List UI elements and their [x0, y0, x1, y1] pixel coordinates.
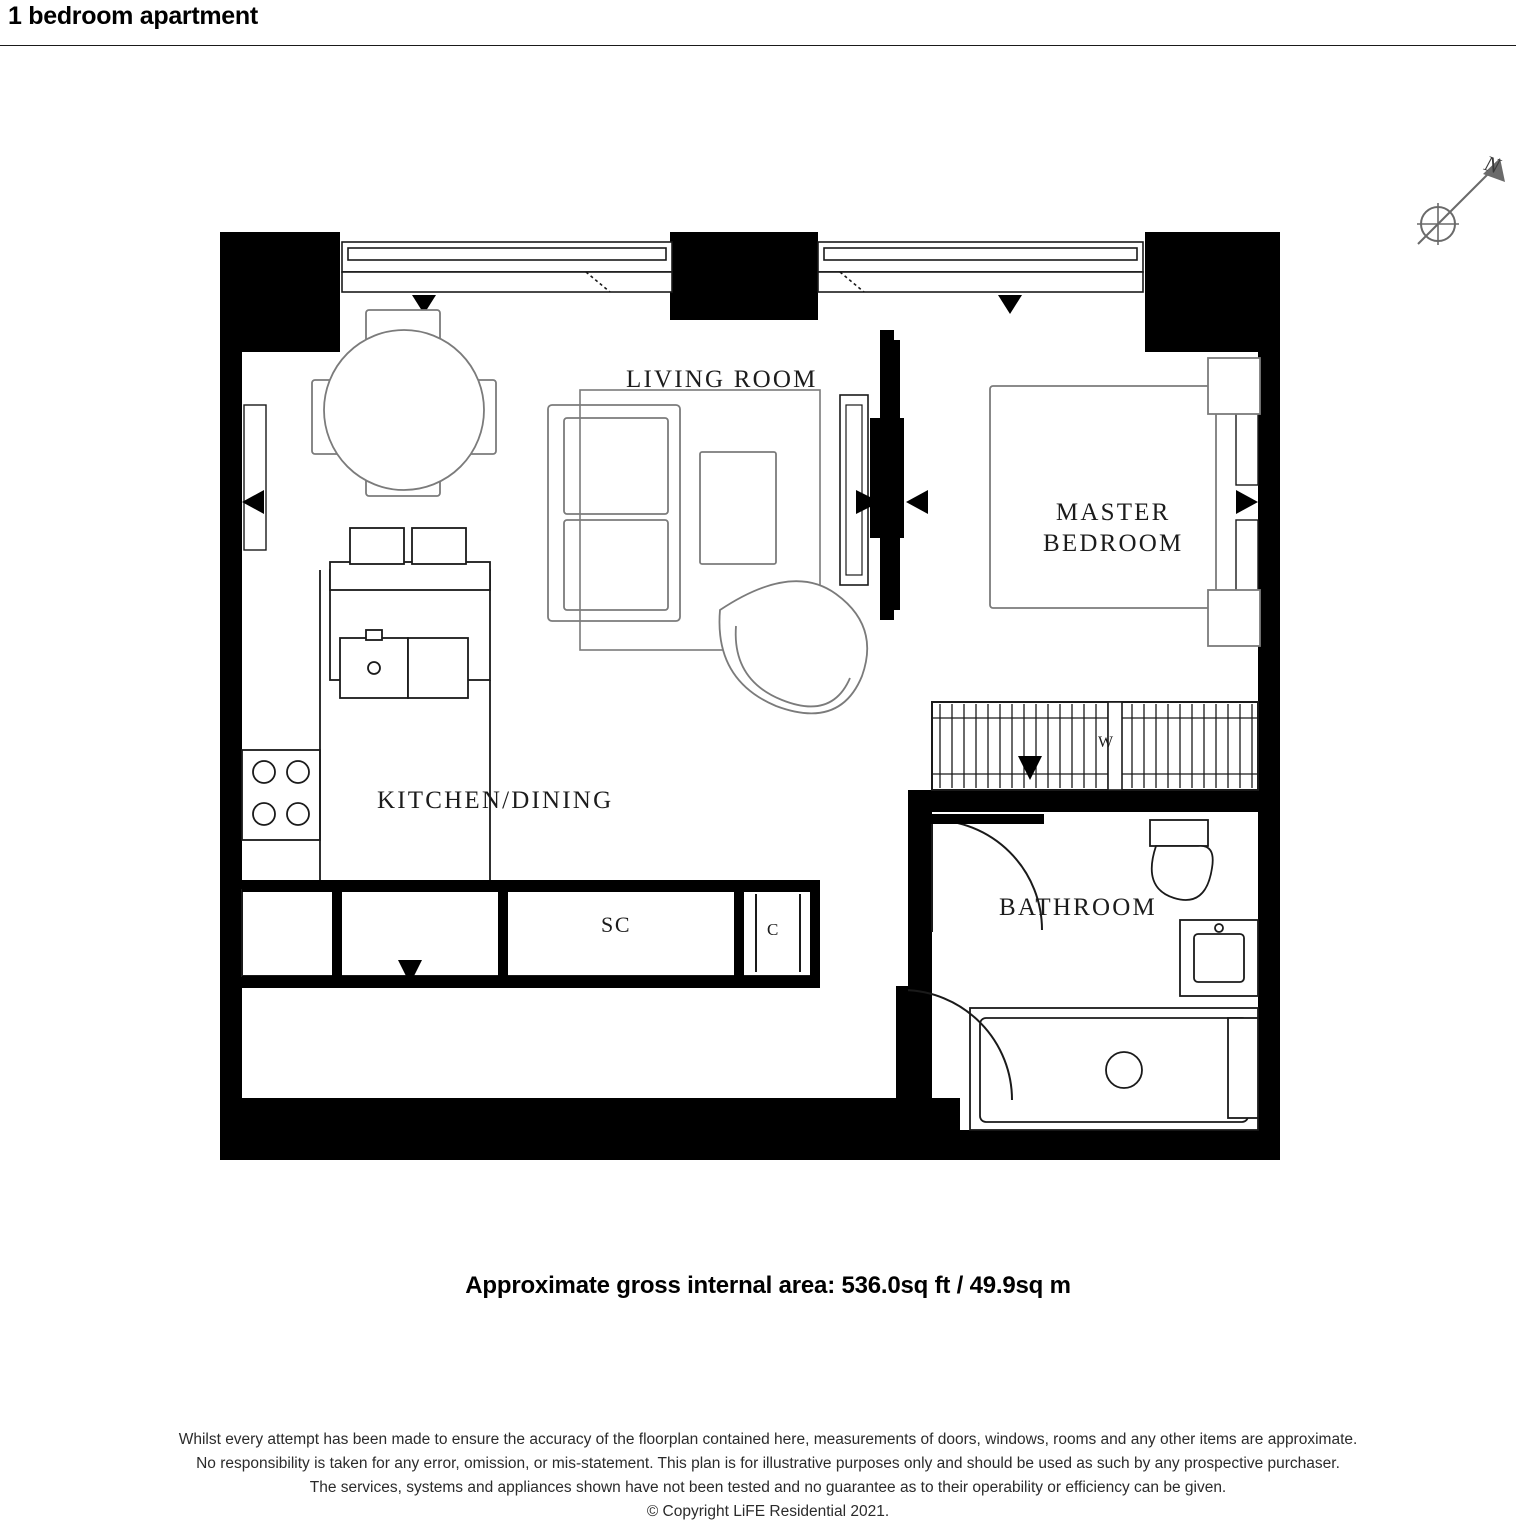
room-label-master-bedroom — [1043, 498, 1183, 559]
copyright-notice: © Copyright LiFE Residential 2021. — [646, 1503, 890, 1521]
disclaimer-line-3: The services, systems and appliances shown have not been tested and no guarantee as to their operability or efficiency can be given. — [309, 1479, 1227, 1497]
annotation-wardrobe: W — [1098, 734, 1114, 751]
disclaimer-line-1: Whilst every attempt has been made to ensure the accuracy of the floorplan contained here, measurements of doors, windows, rooms and any other items are approximate. — [178, 1431, 1358, 1448]
page-title: 1 bedroom apartment — [8, 2, 258, 30]
coffee-table — [700, 452, 776, 564]
bathroom-fixtures — [970, 820, 1258, 1130]
floorplan-drawing — [180, 190, 1340, 1180]
disclaimer-line-2: No responsibility is taken for any error, omission, or mis-statement. This plan is for illustrative purposes only and should be used as such by any prospective purchaser. — [196, 1455, 1340, 1473]
partition-wall — [840, 330, 904, 620]
wardrobe-unit — [932, 702, 1258, 790]
room-label-kitchen-dining: KITCHEN/DINING — [377, 787, 614, 814]
header-divider — [0, 45, 1516, 46]
annotation-storage-cupboard: SC — [601, 912, 632, 937]
svg-text:N: N — [1481, 150, 1504, 179]
room-label-master-bedroom-line1: MASTER — [1055, 499, 1171, 526]
window-master-bedroom — [818, 242, 1143, 292]
title-bar — [0, 0, 1536, 46]
room-label-bathroom: BATHROOM — [999, 894, 1157, 921]
armchair — [719, 581, 867, 713]
room-label-living-room: LIVING ROOM — [626, 366, 818, 393]
disclaimer — [0, 1428, 1536, 1524]
sofa — [548, 405, 680, 621]
storage-units — [242, 890, 816, 976]
gross-internal-area-caption: Approximate gross internal area: 536.0sq ft / 49.9sq m — [465, 1272, 1071, 1299]
kitchen-units — [242, 528, 490, 890]
window-living-room — [342, 242, 672, 292]
door-entrance-leaf — [896, 986, 908, 1104]
annotation-cupboard: C — [767, 920, 780, 939]
compass-north-icon — [1404, 148, 1514, 258]
room-label-master-bedroom-line2: BEDROOM — [1043, 529, 1184, 557]
bed — [990, 386, 1264, 608]
